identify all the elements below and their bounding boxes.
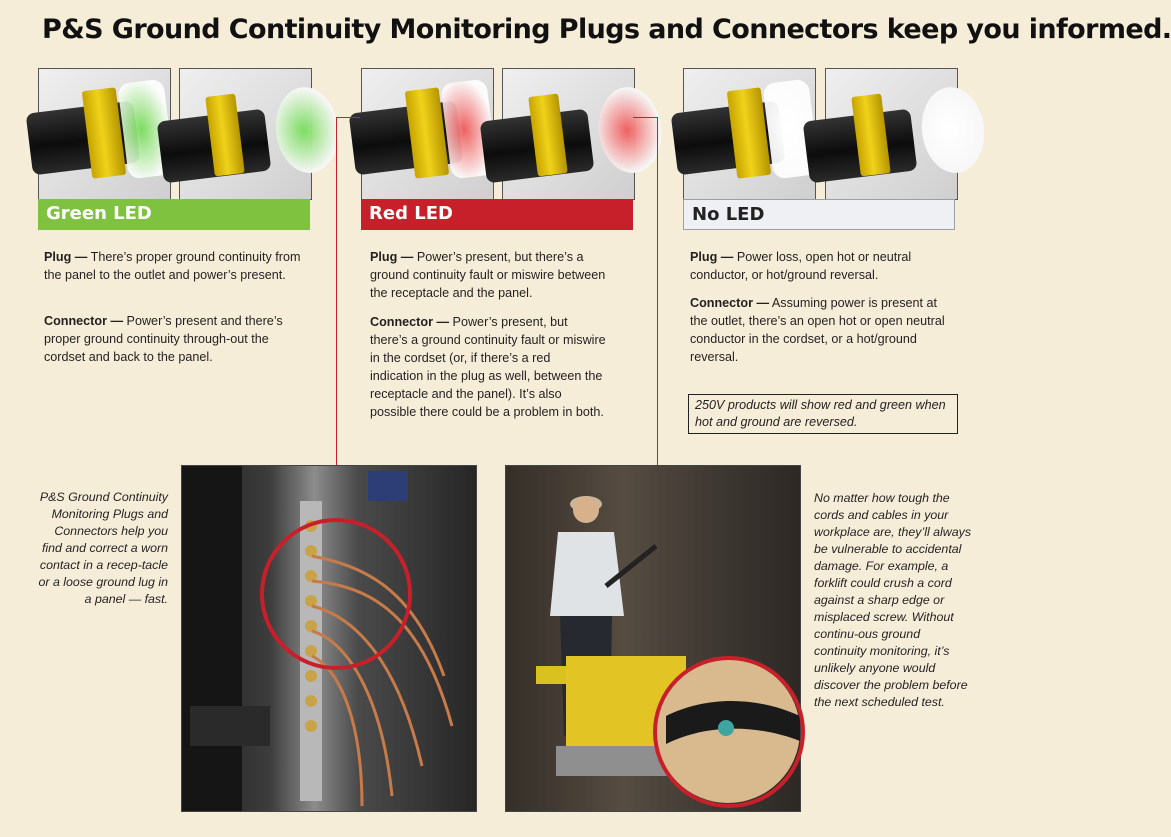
red-connector-photo bbox=[502, 68, 635, 200]
green-plug-photo bbox=[38, 68, 171, 200]
green-led-label: Green LED bbox=[38, 199, 310, 230]
term-plug: Plug — bbox=[370, 250, 414, 264]
green-connector-text: Connector — Power’s present and there’s proper ground continuity through-out the cordset and back to the panel. bbox=[44, 314, 283, 364]
red-callout-tick-right bbox=[633, 117, 657, 118]
red-callout-line-left bbox=[336, 117, 337, 523]
noled-connector-photo bbox=[825, 68, 958, 200]
term-plug: Plug — bbox=[690, 250, 734, 264]
forklift-worker-photo bbox=[505, 465, 801, 812]
red-plug-photo bbox=[361, 68, 494, 200]
no-led-label: No LED bbox=[683, 199, 955, 230]
zoom-circle-cord bbox=[653, 656, 805, 808]
panel-caption: P&S Ground Continuity Monitoring Plugs and Connectors help you find and correct a worn contact in a recep-tacle or a loose ground lug in a panel — fast. bbox=[38, 490, 168, 606]
page-headline: P&S Ground Continuity Monitoring Plugs and Connectors keep you informed. bbox=[42, 14, 1171, 45]
zoom-circle-panel bbox=[260, 518, 412, 670]
green-plug-text: Plug — There’s proper ground continuity from the panel to the outlet and power’s present. bbox=[44, 250, 301, 282]
term-connector: Connector — bbox=[370, 315, 450, 329]
term-plug: Plug — bbox=[44, 250, 88, 264]
forklift-caption: No matter how tough the cords and cables in your workplace are, they’ll always be vulnerable to accidental damage. For example, a forklift could crush a cord against a sharp edge or misplaced screw. Without continu-ous ground continuity monitoring, it’s unlikely anyone would discover the problem before the next scheduled test. bbox=[814, 491, 972, 709]
red-plug-text: Plug — Power’s present, but there’s a ground continuity fault or miswire between the receptacle and the panel. bbox=[370, 250, 606, 300]
green-connector-photo bbox=[179, 68, 312, 200]
noled-connector-text: Connector — Assuming power is present at the outlet, there’s an open hot or open neutral conductor in the cordset, or a hot/ground reversal. bbox=[690, 296, 945, 364]
voltage-note: 250V products will show red and green when hot and ground are reversed. bbox=[688, 394, 958, 434]
noled-plug-text: Plug — Power loss, open hot or neutral conductor, or hot/ground reversal. bbox=[690, 250, 912, 282]
noled-plug-photo bbox=[683, 68, 816, 200]
electrical-panel-photo bbox=[181, 465, 477, 812]
red-connector-text: Connector — Power’s present, but there’s a ground continuity fault or miswire in the cordset (or, if there’s a red indication in the plug as well, between the receptacle and the panel). It’s also possible there could be a problem in both. bbox=[370, 315, 606, 419]
red-led-label: Red LED bbox=[361, 199, 633, 230]
term-connector: Connector — bbox=[44, 314, 124, 328]
term-connector: Connector — bbox=[690, 296, 770, 310]
red-callout-tick-left bbox=[336, 117, 360, 118]
